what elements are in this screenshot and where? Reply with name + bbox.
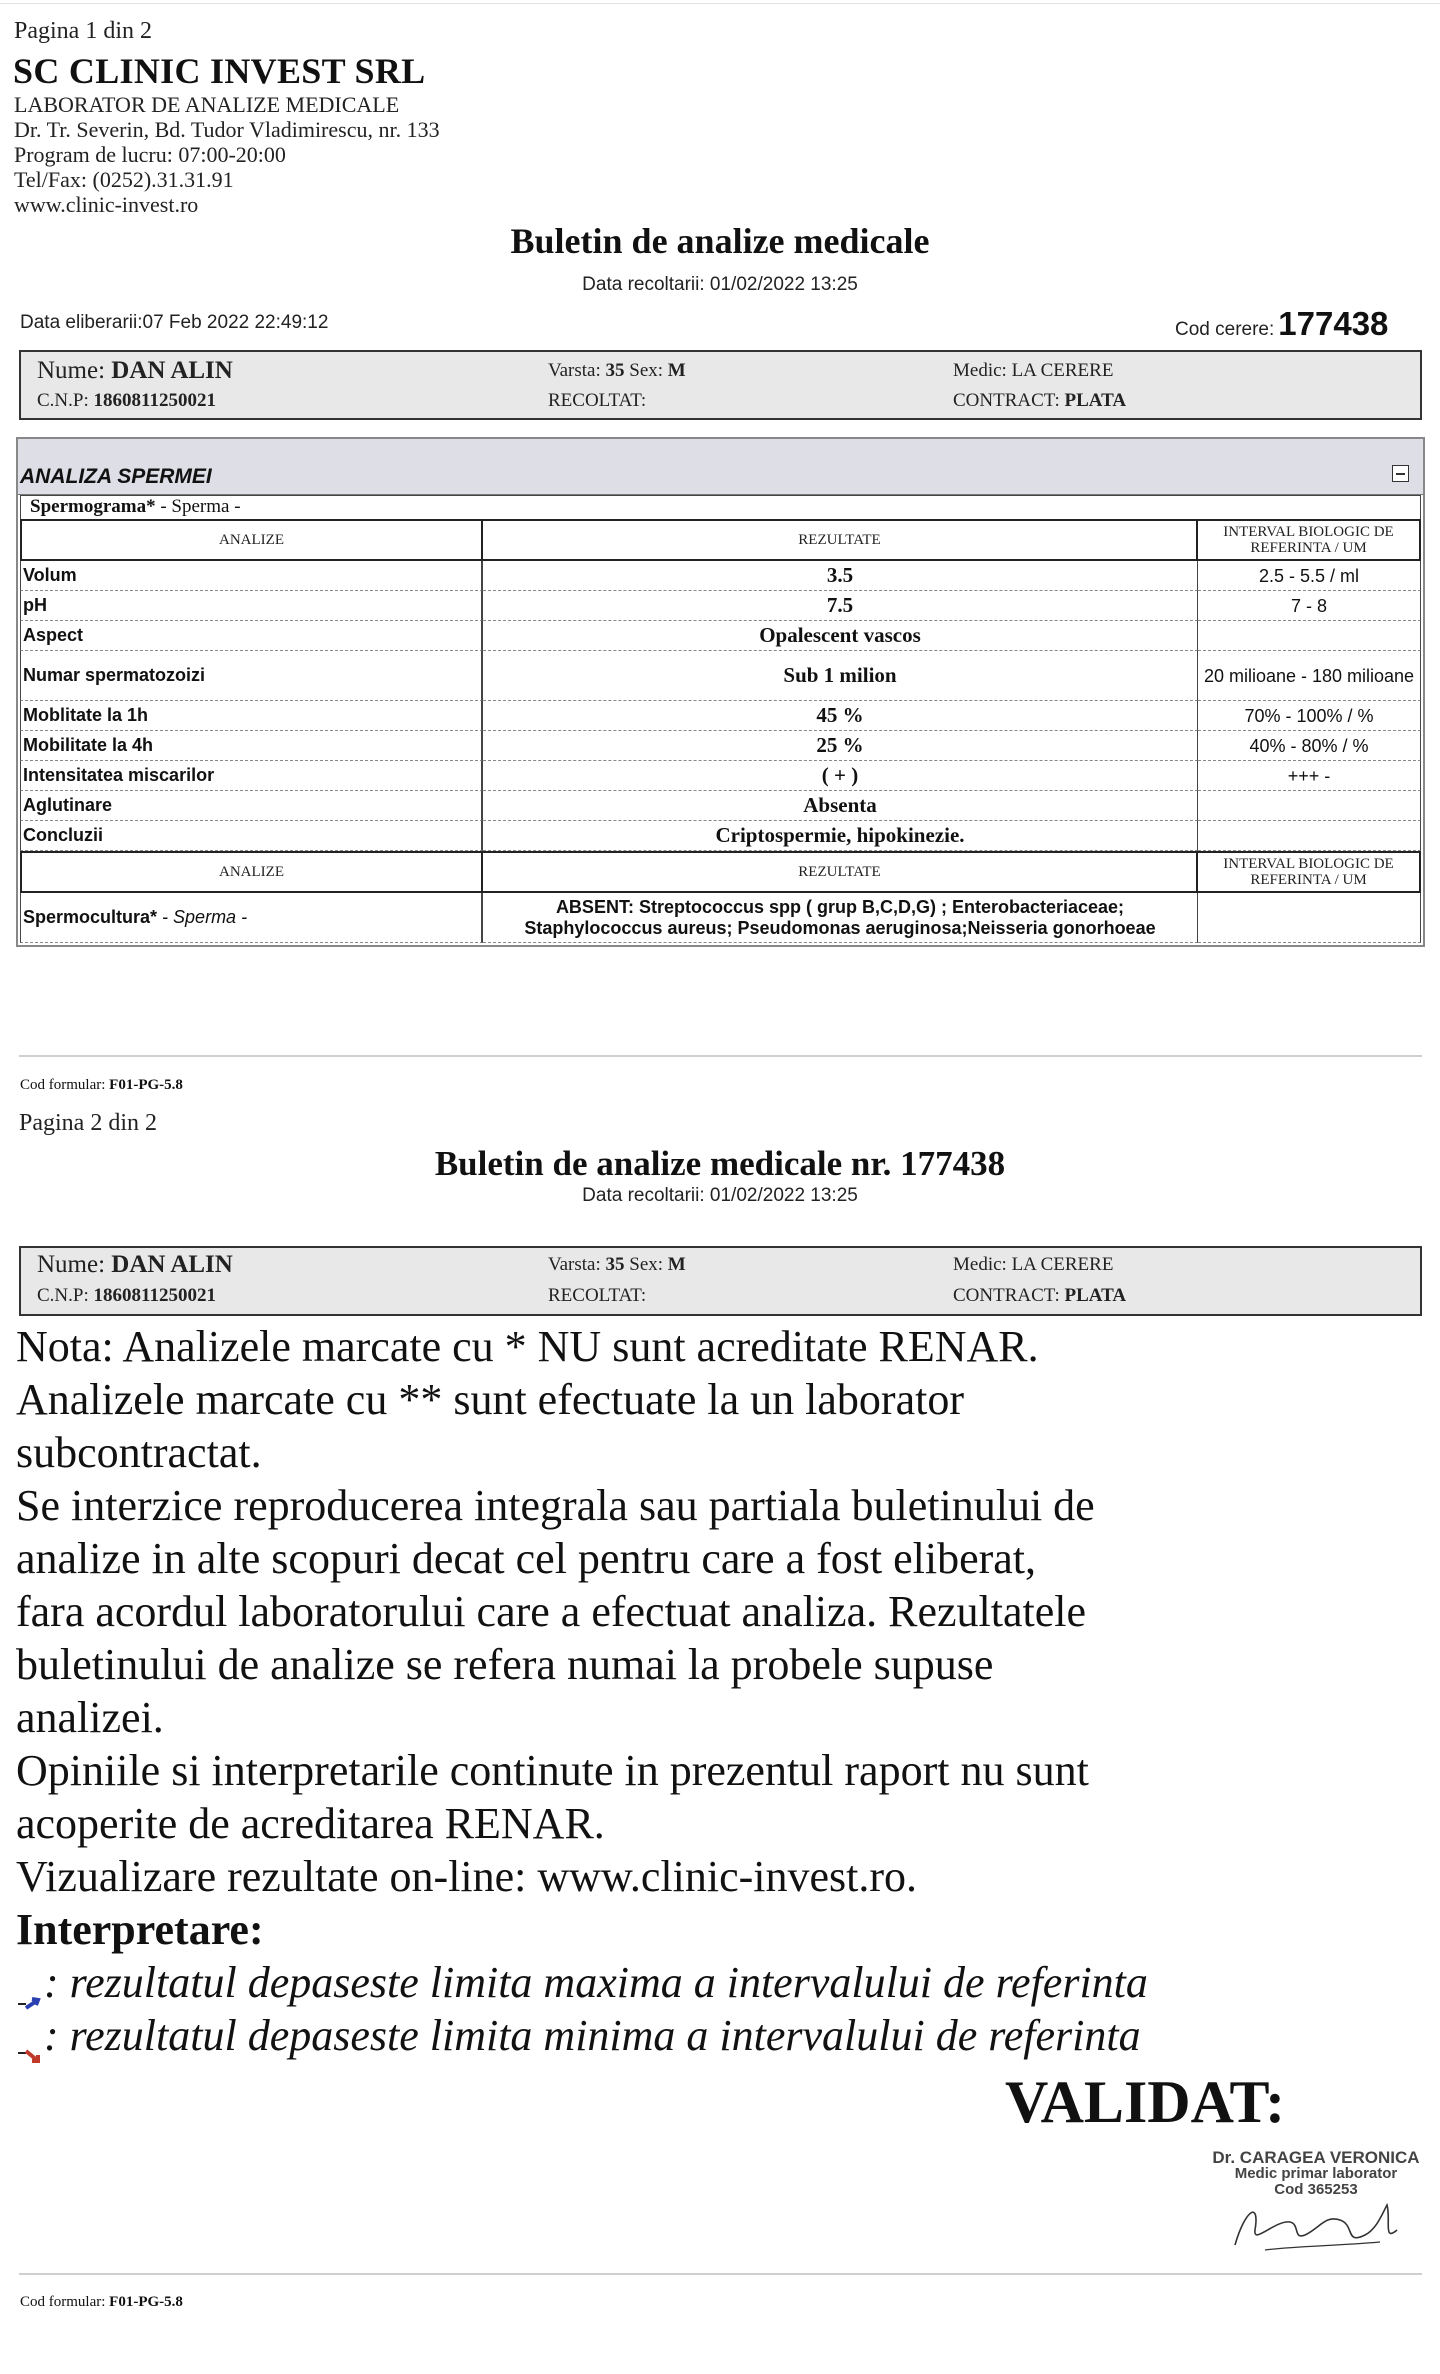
culture-result: ABSENT: Streptococcus spp ( grup B,C,D,G) ; Enterobacteriaceae; Staphylococcus aureus; Pseudomonas aeruginosa;Neisseria gonorhoeae [483, 893, 1198, 943]
notes-block [16, 1320, 1426, 2062]
row-name: Aglutinare [20, 791, 483, 821]
row-reference [1198, 791, 1421, 821]
row-name: Mobilitate la 4h [20, 731, 483, 761]
row-reference: 2.5 - 5.5 / ml [1198, 561, 1421, 591]
note-line: analizei. [16, 1693, 164, 1742]
release-date: Data eliberarii:07 Feb 2022 22:49:12 [20, 312, 329, 333]
lab-name: SC CLINIC INVEST SRL [13, 51, 426, 91]
note-line: analize in alte scopuri decat cel pentru care a fost eliberat, [16, 1534, 1037, 1583]
request-code-label: Cod cerere: [1175, 319, 1275, 340]
row-name: Concluzii [20, 821, 483, 851]
stamp-text: Dr. CARAGEA VERONICA Medic primar laborator Cod 365253 [1212, 2148, 1420, 2198]
request-code-value: 177438 [1278, 305, 1389, 342]
table-header [20, 519, 1421, 561]
row-reference: +++ - [1198, 761, 1421, 791]
lab-website: www.clinic-invest.ro [14, 192, 199, 217]
row-result: Sub 1 milion [483, 651, 1198, 701]
header-analyze: ANALIZE [20, 851, 483, 893]
page-label: Pagina 1 din 2 [14, 18, 152, 44]
spermogram-subheader: Spermograma* - Sperma - [20, 495, 1421, 519]
row-reference [1198, 621, 1421, 651]
header-reference: INTERVAL BIOLOGIC DE REFERINTA / UM [1198, 851, 1421, 893]
row-name: Intensitatea miscarilor [20, 761, 483, 791]
page2-label: Pagina 2 din 2 [19, 1110, 157, 1136]
collection-date: Data recoltarii: 01/02/2022 13:25 [582, 274, 858, 295]
row-name: Volum [20, 561, 483, 591]
table-row [20, 821, 1421, 851]
patient-box [19, 350, 1422, 420]
lab-hours: Program de lucru: 07:00-20:00 [14, 142, 286, 167]
lab-address: Dr. Tr. Severin, Bd. Tudor Vladimirescu, nr. 133 [14, 117, 440, 142]
table-row-culture [20, 893, 1421, 943]
section-header [18, 439, 1423, 495]
header-analyze: ANALIZE [20, 519, 483, 561]
collapse-icon[interactable] [1392, 465, 1409, 482]
patient-cnp: C.N.P: 1860811250021 [37, 390, 216, 411]
table-row [20, 621, 1421, 651]
row-reference [1198, 821, 1421, 851]
form-code-page1: Cod formular: F01-PG-5.8 [20, 1077, 183, 1093]
row-result: 45 % [483, 701, 1198, 731]
note-line: fara acordul laboratorului care a efectuat analiza. Rezultatele [16, 1587, 1087, 1636]
interpretation-min: : rezultatul depaseste limita minima a intervalului de referinta [16, 2009, 1426, 2062]
row-name: Numar spermatozoizi [20, 651, 483, 701]
row-result: Opalescent vascos [483, 621, 1198, 651]
patient-age-sex: Varsta: 35 Sex: M [548, 1254, 686, 1275]
row-result: ( + ) [483, 761, 1198, 791]
page2-footer-divider [19, 2273, 1422, 2275]
page1-footer-divider [19, 1055, 1422, 1057]
note-line: Vizualizare rezultate on-line: www.clinic-invest.ro. [16, 1852, 918, 1901]
table-row [20, 651, 1421, 701]
row-result: Criptospermie, hipokinezie. [483, 821, 1198, 851]
row-result: Absenta [483, 791, 1198, 821]
header-results: REZULTATE [483, 519, 1198, 561]
table-row [20, 561, 1421, 591]
row-result: 25 % [483, 731, 1198, 761]
patient-collected: RECOLTAT: [548, 390, 647, 411]
note-line: Opiniile si interpretarile continute in prezentul raport nu sunt [16, 1746, 1089, 1795]
table-row [20, 761, 1421, 791]
arrow-down-icon [16, 2026, 44, 2054]
table-row [20, 731, 1421, 761]
request-code [1175, 305, 1388, 343]
patient-doctor: Medic: LA CERERE [953, 360, 1114, 381]
interpretation-title: Interpretare: [16, 1905, 264, 1954]
culture-reference [1198, 893, 1421, 943]
note-line: buletinului de analize se refera numai la probele supuse [16, 1640, 994, 1689]
patient-name: Nume: DAN ALIN [37, 357, 233, 384]
row-reference: 20 milioane - 180 milioane [1198, 651, 1421, 701]
lab-phone: Tel/Fax: (0252).31.31.91 [14, 167, 234, 192]
patient-box-page2 [19, 1246, 1422, 1316]
row-reference: 7 - 8 [1198, 591, 1421, 621]
document-title: Buletin de analize medicale [510, 221, 930, 261]
patient-name: Nume: DAN ALIN [37, 1251, 233, 1278]
table-row [20, 791, 1421, 821]
patient-contract: CONTRACT: PLATA [953, 390, 1127, 411]
culture-name: Spermocultura* - Sperma - [20, 893, 483, 943]
page2-collection-date: Data recoltarii: 01/02/2022 13:25 [582, 1185, 858, 1206]
row-result: 7.5 [483, 591, 1198, 621]
table-header-culture [20, 851, 1421, 893]
arrow-up-icon [16, 1973, 44, 2001]
note-line: subcontractat. [16, 1428, 262, 1477]
row-name: pH [20, 591, 483, 621]
header-results: REZULTATE [483, 851, 1198, 893]
patient-contract: CONTRACT: PLATA [953, 1285, 1127, 1306]
validated-label: VALIDAT: [1005, 2069, 1286, 2135]
patient-age-sex: Varsta: 35 Sex: M [548, 360, 686, 381]
patient-doctor: Medic: LA CERERE [953, 1254, 1114, 1275]
table-row [20, 701, 1421, 731]
row-name: Aspect [20, 621, 483, 651]
table-row [20, 591, 1421, 621]
row-reference: 40% - 80% / % [1198, 731, 1421, 761]
note-line: acoperite de acreditarea RENAR. [16, 1799, 605, 1848]
row-result: 3.5 [483, 561, 1198, 591]
section-title: ANALIZA SPERMEI [20, 465, 212, 488]
header-reference: INTERVAL BIOLOGIC DE REFERINTA / UM [1198, 519, 1421, 561]
note-line: Analizele marcate cu ** sunt efectuate la un laborator [16, 1375, 964, 1424]
page2-title: Buletin de analize medicale nr. 177438 [434, 1144, 1006, 1183]
note-line: Nota: Analizele marcate cu * NU sunt acreditate RENAR. [16, 1322, 1039, 1371]
row-reference: 70% - 100% / % [1198, 701, 1421, 731]
signature-icon [1205, 2150, 1427, 2260]
analysis-section [16, 437, 1425, 947]
patient-cnp: C.N.P: 1860811250021 [37, 1285, 216, 1306]
interpretation-max: : rezultatul depaseste limita maxima a intervalului de referinta [16, 1956, 1426, 2009]
top-divider [0, 3, 1440, 4]
patient-collected: RECOLTAT: [548, 1285, 647, 1306]
signature-stamp [1205, 2150, 1427, 2260]
lab-type: LABORATOR DE ANALIZE MEDICALE [14, 92, 400, 117]
note-line: Se interzice reproducerea integrala sau partiala buletinului de [16, 1481, 1095, 1530]
row-name: Moblitate la 1h [20, 701, 483, 731]
form-code-page2: Cod formular: F01-PG-5.8 [20, 2294, 183, 2310]
